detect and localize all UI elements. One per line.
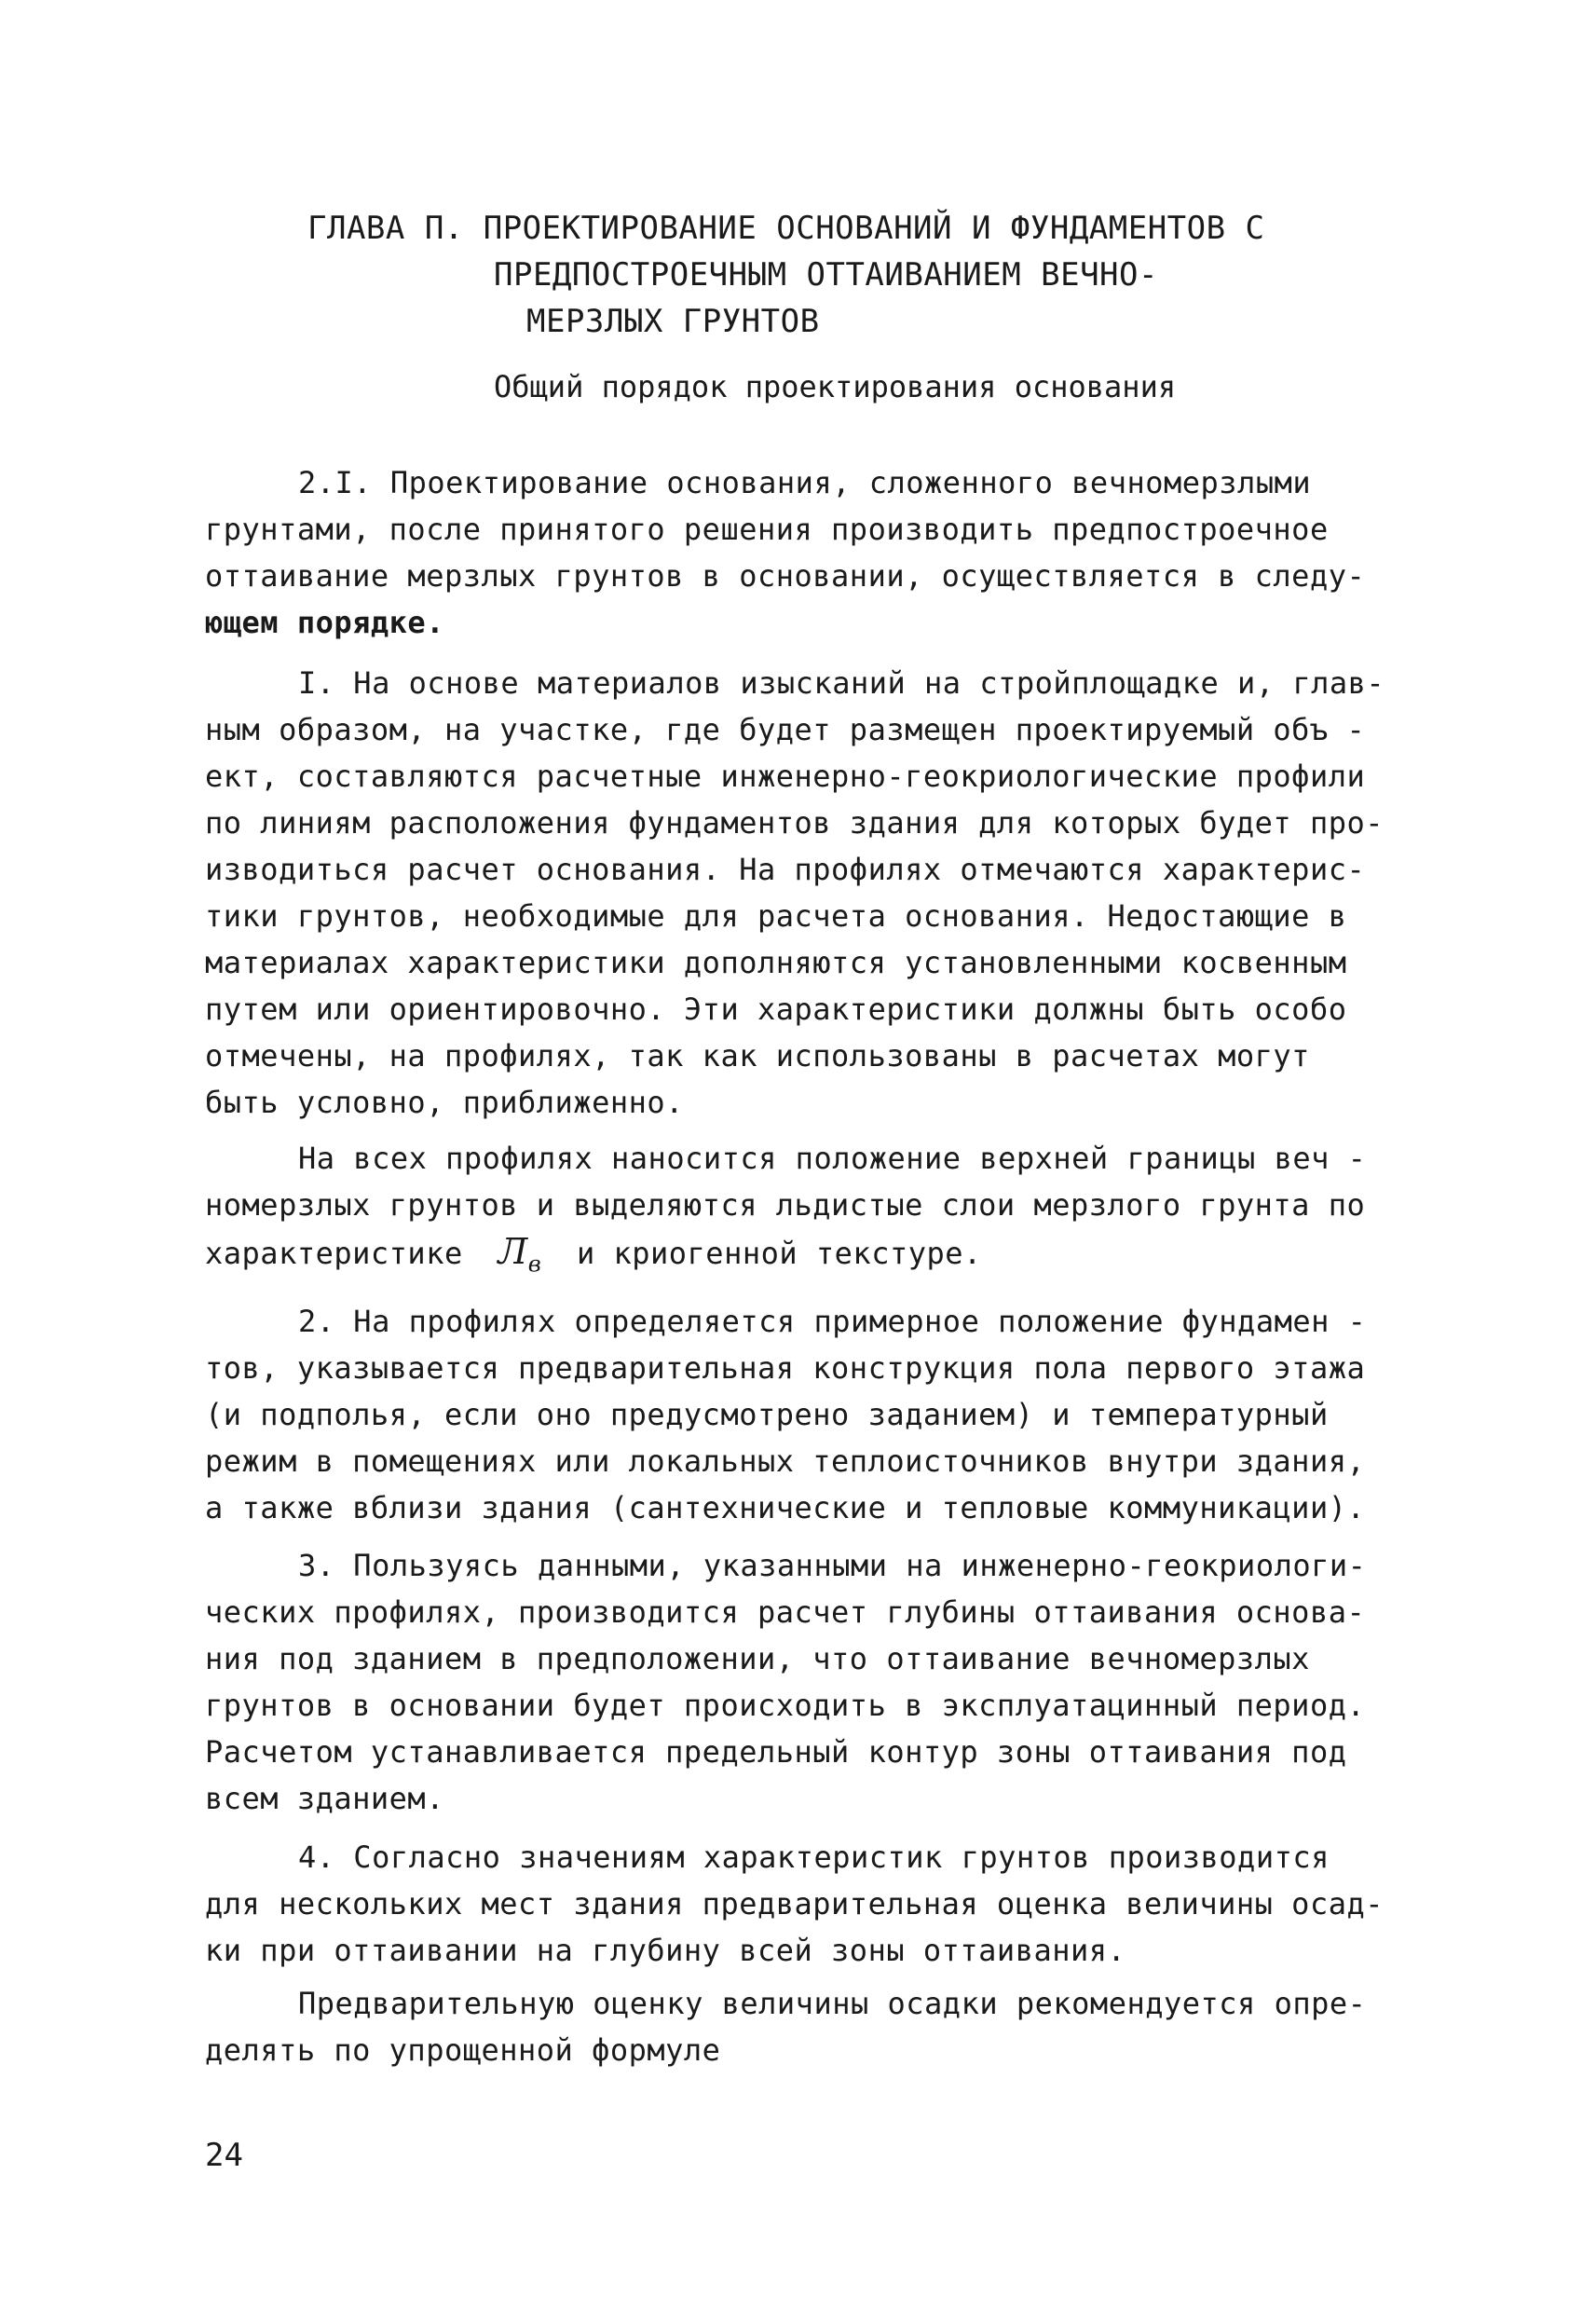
paragraph-line: для нескольких мест здания предварительная оценка величины осад- (205, 1886, 1384, 1921)
paragraph-line: делять по упрощенной формуле (205, 2032, 721, 2068)
paragraph-item-3 (205, 1542, 1407, 1822)
paragraph-line: режим в помещениях или локальных теплоисточников внутри здания, (205, 1443, 1366, 1479)
paragraph-formula-intro (205, 1980, 1407, 2073)
paragraph-profiles (205, 1135, 1407, 1278)
ice-content-symbol (498, 1231, 542, 1278)
paragraph-line: Расчетом устанавливается предельный контур зоны оттаивания под (205, 1734, 1347, 1770)
chapter-heading-line-1: ГЛАВА П. ПРОЕКТИРОВАНИЕ ОСНОВАНИЙ И ФУНДАМЕНТОВ С (307, 210, 1265, 247)
paragraph-line: Предварительную оценку величины осадки рекомендуется опре- (298, 1986, 1367, 2021)
paragraph-line: 3. Пользуясь данными, указанными на инженерно-геокриологи- (298, 1548, 1367, 1583)
text-fragment: и криогенной текстуре. (576, 1236, 982, 1271)
paragraph-line: путем или ориентировочно. Эти характеристики должны быть особо (205, 991, 1347, 1027)
paragraph-line: материалах характеристики дополняются установленными косвенным (205, 945, 1347, 980)
paragraph-line: грунтами, после принятого решения производить предпостроечное (205, 512, 1329, 547)
paragraph-line: На всех профилях наносится положение верхней границы веч - (298, 1141, 1367, 1176)
section-title: Общий порядок проектирования основания (494, 369, 1177, 404)
paragraph-item-4 (205, 1834, 1407, 1974)
paragraph-line: оттаивание мерзлых грунтов в основании, осуществляется в следу- (205, 558, 1366, 594)
paragraph-line: изводиться расчет основания. На профилях отмечаются характерис- (205, 852, 1366, 887)
chapter-heading-line-2: ПРЕДПОСТРОЕЧНЫМ ОТТАИВАНИЕМ ВЕЧНО- (494, 256, 1158, 294)
paragraph-item-1 (205, 660, 1407, 1126)
paragraph-2-1 (205, 459, 1407, 646)
paragraph-line-with-symbol (205, 1228, 1407, 1278)
paragraph-line: всем зданием. (205, 1781, 444, 1816)
paragraph-line: ческих профилях, производится расчет глубины оттаивания основа- (205, 1594, 1366, 1630)
symbol-subscript: в (527, 1251, 542, 1278)
text-fragment: характеристике (205, 1236, 463, 1271)
paragraph-line: а также вблизи здания (сантехнические и тепловые коммуникации). (205, 1490, 1366, 1525)
paragraph-line: 2.I. Проектирование основания, сложенного вечномерзлыми (298, 465, 1312, 500)
paragraph-line: 2. На профилях определяется примерное положение фундамен - (298, 1304, 1367, 1339)
page-number: 24 (205, 2137, 243, 2174)
paragraph-line: (и подполья, если оно предусмотрено заданием) и температурный (205, 1397, 1329, 1432)
paragraph-line: грунтов в основании будет происходить в эксплуатацинный период. (205, 1688, 1366, 1723)
paragraph-line: по линиям расположения фундаментов здания для которых будет про- (205, 805, 1384, 841)
symbol-letter: Л (498, 1231, 528, 1272)
paragraph-line: I. На основе материалов изысканий на стройплощадке и, глав- (298, 665, 1385, 701)
paragraph-line: ки при оттаивании на глубину всей зоны оттаивания. (205, 1933, 1126, 1968)
paragraph-line: отмечены, на профилях, так как использованы в расчетах могут (205, 1038, 1310, 1073)
paragraph-line: ния под зданием в предположении, что оттаивание вечномерзлых (205, 1641, 1310, 1676)
paragraph-line: быть условно, приближенно. (205, 1085, 684, 1120)
paragraph-line: ющем порядке. (205, 605, 444, 640)
paragraph-line: номерзлых грунтов и выделяются льдистые слои мерзлого грунта по (205, 1187, 1366, 1223)
paragraph-line: ным образом, на участке, где будет размещен проектируемый объ - (205, 712, 1366, 747)
paragraph-line: ект, составляются расчетные инженерно-геокриологические профили (205, 759, 1366, 794)
paragraph-line: тов, указывается предварительная конструкция пола первого этажа (205, 1350, 1366, 1386)
paragraph-line: 4. Согласно значениям характеристик грунтов производится (298, 1839, 1330, 1875)
chapter-heading-line-3: МЕРЗЛЫХ ГРУНТОВ (526, 303, 820, 340)
paragraph-item-2 (205, 1298, 1407, 1531)
paragraph-line: тики грунтов, необходимые для расчета основания. Недостающие в (205, 898, 1347, 934)
